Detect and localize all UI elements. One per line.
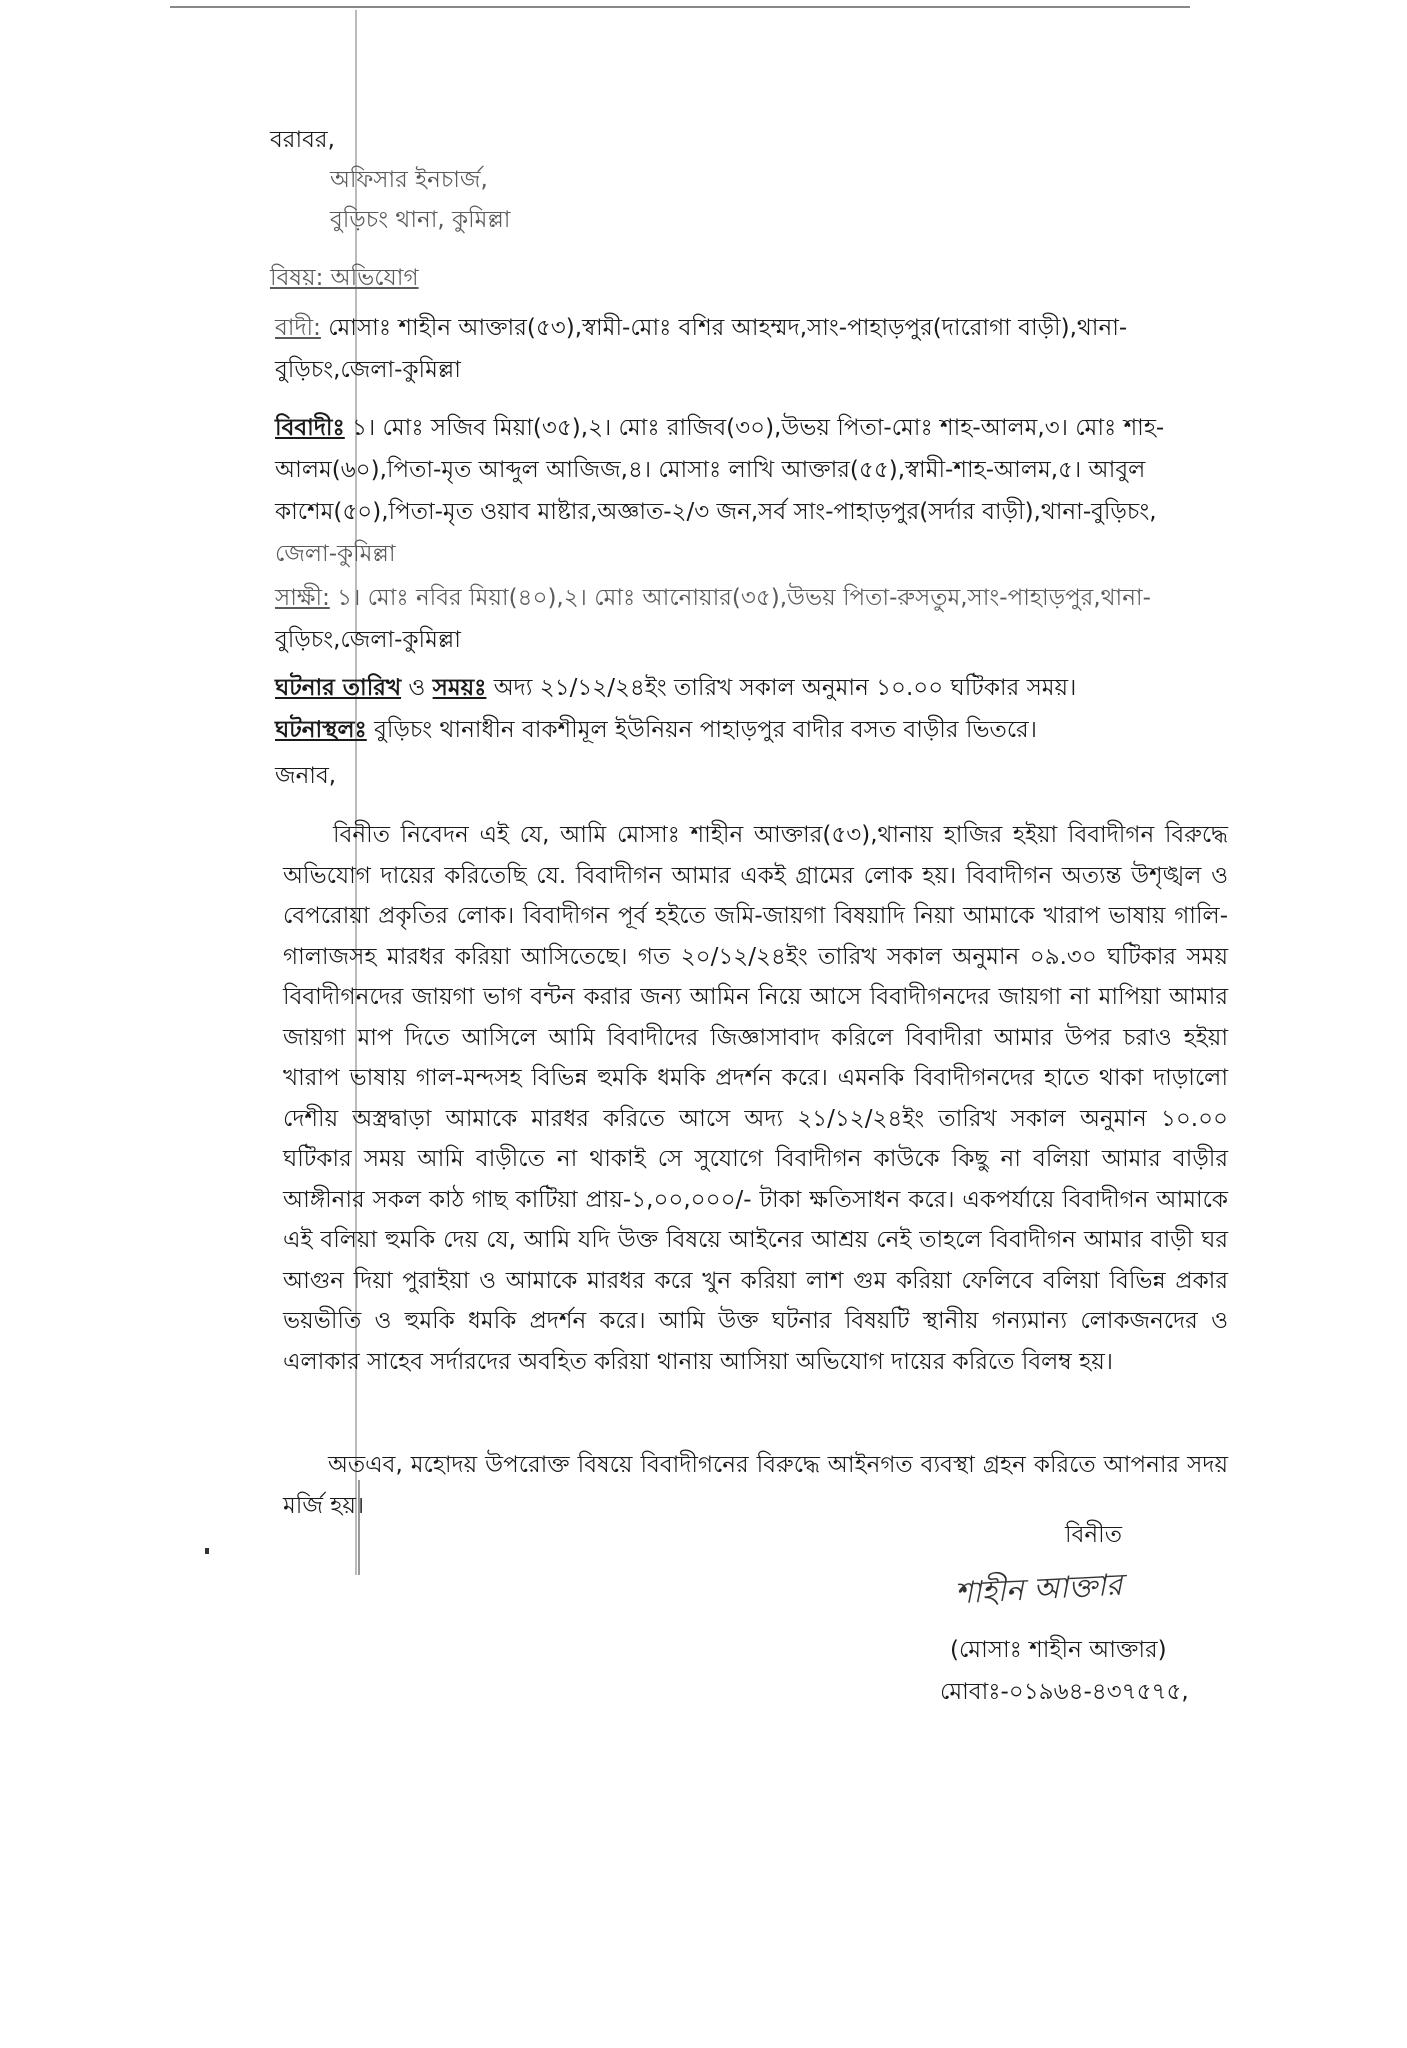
witness-line-2: বুড়িচং,জেলা-কুমিল্লা — [275, 627, 461, 653]
defendants-line-2: আলম(৬০),পিতা-মৃত আব্দুল আজিজ,৪। মোসাঃ লাখি আক্তার(৫৫),স্বামী-শাহ-আলম,৫। আবুল — [275, 457, 1146, 483]
addressee-line-1: অফিসার ইনচার্জ, — [330, 167, 488, 193]
defendants-line-4: জেলা-কুমিল্লা — [275, 541, 396, 567]
greeting: জনাব, — [275, 763, 337, 789]
defendants-label: বিবাদীঃ — [275, 415, 345, 441]
ink-speck — [205, 1548, 209, 1554]
date-label: ঘটনার তারিখ — [275, 675, 402, 701]
handwritten-signature: শাহীন আক্তার — [954, 1567, 1124, 1612]
incident-date-line — [275, 668, 1076, 708]
plaintiff-label: বাদী: — [275, 315, 321, 341]
signer-name: (মোসাঃ শাহীন আক্তার) — [950, 1637, 1167, 1663]
plaintiff-line-1 — [275, 308, 1127, 348]
top-rule — [170, 6, 1190, 8]
place-value: বুড়িচং থানাধীন বাকশীমূল ইউনিয়ন পাহাড়পুর বাদীর বসত বাড়ীর ভিতরে। — [366, 717, 1037, 743]
defendants-line-1 — [275, 408, 1164, 448]
witness-text-1: ১। মোঃ নবির মিয়া(৪০),২। মোঃ আনোয়ার(৩৫),উভয় পিতা-রুসতুম,সাং-পাহাড়পুর,থানা- — [329, 585, 1151, 611]
witness-label: সাক্ষী: — [275, 585, 330, 611]
incident-place-line — [275, 710, 1037, 750]
body-paragraph: বিনীত নিবেদন এই যে, আমি মোসাঃ শাহীন আক্তার(৫৩),থানায় হাজির হইয়া বিবাদীগন বিরুদ্ধে অভিযোগ দায়ের করিতেছি যে. বিবাদীগন আমার একই গ্রামের লোক হয়। বিবাদীগন অত্যন্ত উশৃঙ্খল ও বেপরোয়া প্রকৃতির লোক। বিবাদীগন পূর্ব হইতে জমি-জায়গা বিষয়াদি নিয়া আমাকে খারাপ ভাষায় গালি-গালাজসহ মারধর করিয়া আসিতেছে। গত ২০/১২/২৪ইং তারিখ সকাল অনুমান ০৯.৩০ ঘটিকার সময় বিবাদীগনদের জায়গা ভাগ বন্টন করার জন্য আমিন নিয়ে আসে বিবাদীগনদের জায়গা না মাপিয়া আমার জায়গা মাপ দিতে আসিলে আমি বিবাদীদের জিজ্ঞাসাবাদ করিলে বিবাদীরা আমার উপর চরাও হইয়া খারাপ ভাষায় গাল-মন্দসহ বিভিন্ন হুমকি ধমকি প্রদর্শন করে। এমনকি বিবাদীগনদের হাতে থাকা দাড়ালো দেশীয় অস্ত্রদ্বাড়া আমাকে মারধর করিতে আসে অদ্য ২১/১২/২৪ইং তারিখ সকাল অনুমান ১০.০০ ঘটিকার সময় আমি বাড়ীতে না থাকাই সে সুযোগে বিবাদীগন কাউকে কিছু না বলিয়া আমার বাড়ীর আঙ্গীনার সকল কাঠ গাছ কাটিয়া প্রায়-১,০০,০০০/- টাকা ক্ষতিসাধন করে। একপর্যায়ে বিবাদীগন আমাকে এই বলিয়া হুমকি দেয় যে, আমি যদি উক্ত বিষয়ে আইনের আশ্রয় নেই তাহলে বিবাদীগন আমার বাড়ী ঘর আগুন দিয়া পুরাইয়া ও আমাকে মারধর করে খুন করিয়া লাশ গুম করিয়া ফেলিবে বলিয়া বিভিন্ন প্রকার ভয়ভীতি ও হুমকি ধমকি প্রদর্শন করে। আমি উক্ত ঘটনার বিষয়টি স্থানীয় গন্যমান্য লোকজনদের ও এলাকার সাহেব সর্দারদের অবহিত করিয়া থানায় আসিয়া অভিযোগ দায়ের করিতে বিলম্ব হয়। — [283, 822, 1228, 1375]
sign-off: বিনীত — [1065, 1522, 1122, 1548]
date-mid: ও — [401, 675, 433, 701]
place-label: ঘটনাস্থলঃ — [275, 717, 367, 743]
defendants-text-1: ১। মোঃ সজিব মিয়া(৩৫),২। মোঃ রাজিব(৩০),উভয় পিতা-মোঃ শাহ-আলম,৩। মোঃ শাহ- — [344, 415, 1165, 441]
salutation-to: বরাবর, — [270, 127, 335, 153]
plaintiff-text-1: মোসাঃ শাহীন আক্তার(৫৩),স্বামী-মোঃ বশির আহম্মদ,সাং-পাহাড়পুর(দারোগা বাড়ী),থানা- — [320, 315, 1128, 341]
defendants-line-3: কাশেম(৫০),পিতা-মৃত ওয়াব মাষ্টার,অজ্ঞাত-২/৩ জন,সর্ব সাং-পাহাড়পুর(সর্দার বাড়ী),থানা-বুড়িচং, — [275, 499, 1157, 525]
addressee-line-2: বুড়িচং থানা, কুমিল্লা — [330, 207, 511, 233]
date-value: অদ্য ২১/১২/২৪ইং তারিখ সকাল অনুমান ১০.০০ ঘটিকার সময়। — [486, 675, 1077, 701]
phone-number: মোবাঃ-০১৯৬৪-৪৩৭৫৭৫, — [940, 1679, 1189, 1705]
subject-line: বিষয়: অভিযোগ — [270, 265, 419, 291]
plaintiff-line-2: বুড়িচং,জেলা-কুমিল্লা — [275, 357, 461, 383]
closing-paragraph: অতএব, মহোদয় উপরোক্ত বিষয়ে বিবাদীগনের বিরুদ্ধে আইনগত ব্যবস্থা গ্রহন করিতে আপনার সদয় মর্জি হয়। — [283, 1452, 1228, 1519]
date-label-2: সময়ঃ — [432, 675, 487, 701]
witness-line-1 — [275, 578, 1151, 618]
